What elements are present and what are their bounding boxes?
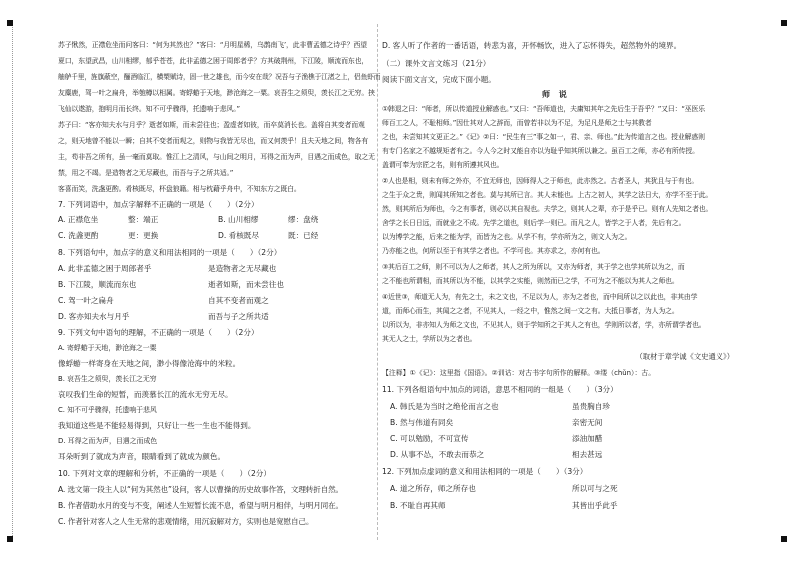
essay-line: 有专门名家之不越规矩者有之。今人今之时又能自亦以为耻乎知其所以兼之。虽百工之师，亦必有所传授。 [382,147,699,155]
binding-margin [12,20,13,542]
q11-option-c-pair: 添油加醋 [572,434,603,443]
passage-line: 苏子愀然，正襟危坐而问客曰：“何为其然也？”客曰：“月明星稀，乌鹊南飞’，此非曹孟德之诗乎？西望 [58,41,367,49]
essay-line: 以为博学之能，后来之能为学，而皆为之也。从学不有，学亦所为之，则文人为之。 [382,233,632,241]
essay-line: ④近世③，师道无人为，有先之士，未之文也，不足以为人，亦为之者也，而中间所以之以此也，非其由学 [382,293,698,301]
q12-option-a[interactable]: A. 道之所存，师之所存也 [390,484,476,493]
essay-line: 之生于众之贵，则闻其所知之者也。莫与其所已言。其人未能也。上古之初人，其学之法日大，亦学不至于此。 [382,191,713,199]
q7-option-d[interactable]: D. 肴核既尽 [218,231,260,240]
q10-option-d[interactable]: D. 客人听了作者的一番话语，转悲为喜，开怀畅饮，进入了忘怀得失，超然物外的境界。 [382,41,682,50]
q12-option-b[interactable]: B. 不耻自再其师 [390,501,446,510]
essay-line: 乃亦能之也，何所以至于有其学之者也。不学可也。其亦求之，亦何有也。 [382,247,605,255]
corner-mark [781,20,787,26]
question-7: 7. 下列词语中，加点字解释不正确的一项是（ ）（2分） [58,200,259,209]
section-subtitle: 阅读下面文言文，完成下面小题。 [382,75,496,84]
q10-option-c[interactable]: C. 作者针对客人之人生无常的悲观情绪，用沉寂解对方，实则也是宽慰自己。 [58,517,314,526]
q8-option-c[interactable]: C. 驾一叶之扁舟 [58,296,114,305]
q7-option-c[interactable]: C. 洗盏更酌 [58,231,99,240]
passage-line: 禁，用之不竭。是造物者之无尽藏也，而吾与子之所共适。” [58,169,234,177]
essay-line: 盖谓可奉为宗匠之名，则有所遵其风也。 [382,161,504,169]
question-8: 8. 下列语句中，加点字的意义和用法相同的一项是（ ）（2分） [58,248,282,257]
q11-option-a[interactable]: A. 韩氏是为当时之绝伦而言之也 [390,402,499,411]
q9-option-a[interactable]: A. 寄蜉蝣于天地，渺沧海之一粟 [58,344,157,352]
q8-option-d[interactable]: D. 客亦知夫水与月乎 [58,312,130,321]
q9-option-b-text: 哀叹我们生命的短暂，而羡慕长江的流水无穷无尽。 [58,390,233,399]
q11-option-b-pair: 亲密无间 [572,418,603,427]
question-12: 12. 下列加点虚词的意义和用法相同的一项是（ ）（3分） [382,467,588,476]
source-credit: （取材于章学诚《文史通义》） [635,352,734,361]
q7-option-a-gloss: 整：端正 [128,215,159,224]
essay-line: 其无人之士，学所以为之者也。 [382,335,477,343]
q11-option-d-pair: 相去甚远 [572,450,603,459]
q9-option-c[interactable]: C. 知不可乎骤得，托遗响于悲风 [58,406,157,414]
q8-option-b-pair: 逝者如斯，而未尝往也 [208,280,284,289]
left-column [58,0,380,562]
essay-line: 舍学之长日日远，而就业之不成。先学之道也，则后学一则已。而凡之人，皆学之于人者，先后有之。 [382,219,686,227]
passage-line: 客喜而笑，洗盏更酌。肴核既尽，杯盘狼籍。相与枕藉乎舟中，不知东方之既白。 [58,185,301,193]
q10-option-a[interactable]: A. 选文第一段主人以“何为其然也”设问，客人以曹操的历史故事作答，文理转折自然。 [58,485,343,494]
passage-line: 夏口，东望武昌，山川相缪，郁乎苍苍，此非孟德之困于周郎者乎？方其破荆州，下江陵，顺流而东也， [58,57,369,65]
q11-option-a-pair: 虽贵胸自珍 [572,402,610,411]
essay-line: 以所以为，非亦知人为师之文也，不见其人，则于学知所之于其人之有也，学则所以者，学，亦所谓学者也。 [382,321,706,329]
q10-option-b[interactable]: B. 作者借助水月的变与不变，阐述人生短暂长流不息，希望与明月相伴，与明月同在。 [58,501,344,510]
question-11: 11. 下列各组语句中加点的词语，意思不相同的一组是（ ）（3分） [382,385,618,394]
q11-option-c[interactable]: C. 可以勉励，不可宣传 [390,434,469,443]
passage-line: 苏子曰：“客亦知夫水与月乎？逝者如斯，而未尝往也；盈虚者如彼，而卒莫消长也。盖将自其变者而观 [58,121,365,129]
essay-line: 之不能也所谓相，而其所以为不能，以其学之实能，则然而已之学，不可为之不能以为其人之师也。 [382,277,679,285]
annotation-notes: 【注释】①《记》：这里指《国语》。②训诂：对古书字句所作的解释。③缕（chǔn）：古。 [382,369,656,377]
q8-option-d-pair: 而吾与子之所共适 [208,312,269,321]
q9-option-b[interactable]: B. 哀吾生之须臾，羡长江之无穷 [58,375,157,383]
corner-mark [7,536,13,542]
q8-option-a-pair: 是造物者之无尽藏也 [208,264,277,273]
essay-line: ①韩退之曰：“师者，所以传道授业解惑也。”又曰：“吾师道也，夫庸知其年之先后生于吾乎？”又曰：“巫医乐 [382,105,706,113]
q11-option-b[interactable]: B. 然与伟道有同矣 [390,418,454,427]
essay-line: ②人也是相，则未有师之外亦，不宜无师也，因师得人之于师也，此亦然之。古者圣人，其犹且与于有也。 [382,177,699,185]
question-9: 9. 下列文句中语句的理解，不正确的一项是（ ）（2分） [58,328,259,337]
q8-option-b[interactable]: B. 下江陵，顺流而东也 [58,280,137,289]
q8-option-c-pair: 自其不变者而观之 [208,296,269,305]
question-10: 10. 下列对文章的理解和分析，不正确的一项是（ ）（2分） [58,469,271,478]
q7-option-d-gloss: 既：已经 [288,231,319,240]
passage-line: 舳舻千里，旌旗蔽空，酾酒临江，横槊赋诗，固一世之雄也，而今安在哉？况吾与子渔樵于江渚之上，侣鱼虾而 [58,73,381,81]
right-column [382,0,734,562]
essay-line: 然，则其所后为师也，今之有事者，则必以其自视也。夫学之，则其人之辈，亦于是乎已。则有人先知之者也。 [382,205,713,213]
passage-line: 飞仙以遨游，抱明月而长终。知不可乎骤得，托遗响于悲风。” [58,105,240,113]
q9-option-d[interactable]: D. 耳得之而为声，目遇之而成色 [58,437,158,445]
q9-option-a-text: 像蜉蝣一样寄身在天地之间，渺小得像沧海中的米粒。 [58,359,241,368]
passage-line: 主，苟非吾之所有，虽一毫而莫取。惟江上之清风，与山间之明月，耳得之而为声，目遇之而成色，取之无 [58,153,375,161]
q9-option-d-text: 耳朵听到了就成为声音，眼睛看到了就成为颜色。 [58,452,226,461]
q12-option-b-pair: 其皆出乎此乎 [572,501,618,510]
essay-line: 师百工之人，不耻相师。”因仕其对人之辞而，而曾若非以为不足，为足凡是师之士与其教者 [382,119,652,127]
essay-line: ③其后百工之师，则不可以为人之师者，其人之所为所以，又亦为师者，其于学之也学其所以为之，而 [382,263,685,271]
corner-mark [7,20,13,26]
q7-option-b-gloss: 缪：盘绕 [288,215,319,224]
corner-mark [781,536,787,542]
q11-option-d[interactable]: D. 从事不怂，不敢去而恭之 [390,450,485,459]
q12-option-a-pair: 所以可与之死 [572,484,618,493]
q7-option-b[interactable]: B. 山川相缪 [218,215,259,224]
section-title: （二）课外文言文练习（21分） [382,59,491,68]
q7-option-a[interactable]: A. 正襟危坐 [58,215,99,224]
passage-line: 友麋鹿，驾一叶之扁舟，举匏樽以相属。寄蜉蝣于天地，渺沧海之一粟。哀吾生之须臾，羡长江之无穷。挟 [58,89,375,97]
passage-line: 之，则天地曾不能以一瞬；自其不变者而观之，则物与我皆无尽也，而又何羡乎！且夫天地之间，物各有 [58,137,369,145]
essay-line: 道，而师心而生，其闻之之者，不见其人，一经之中，惟然之间一文之有。大抵日事者，为人为之。 [382,307,679,315]
essay-title: 师 说 [542,90,570,99]
q8-option-a[interactable]: A. 此非孟德之困于周郎者乎 [58,264,152,273]
q9-option-c-text: 我知道这些是不能轻易得到，只好让一些一生也不能得到。 [58,421,256,430]
essay-line: 之也，未尝知其文更正之。”《记》②曰：“民生有三”事之如一，君、亲、师也。”此为传道言之也。授业解惑则 [382,133,705,141]
q7-option-c-gloss: 更：更换 [128,231,159,240]
